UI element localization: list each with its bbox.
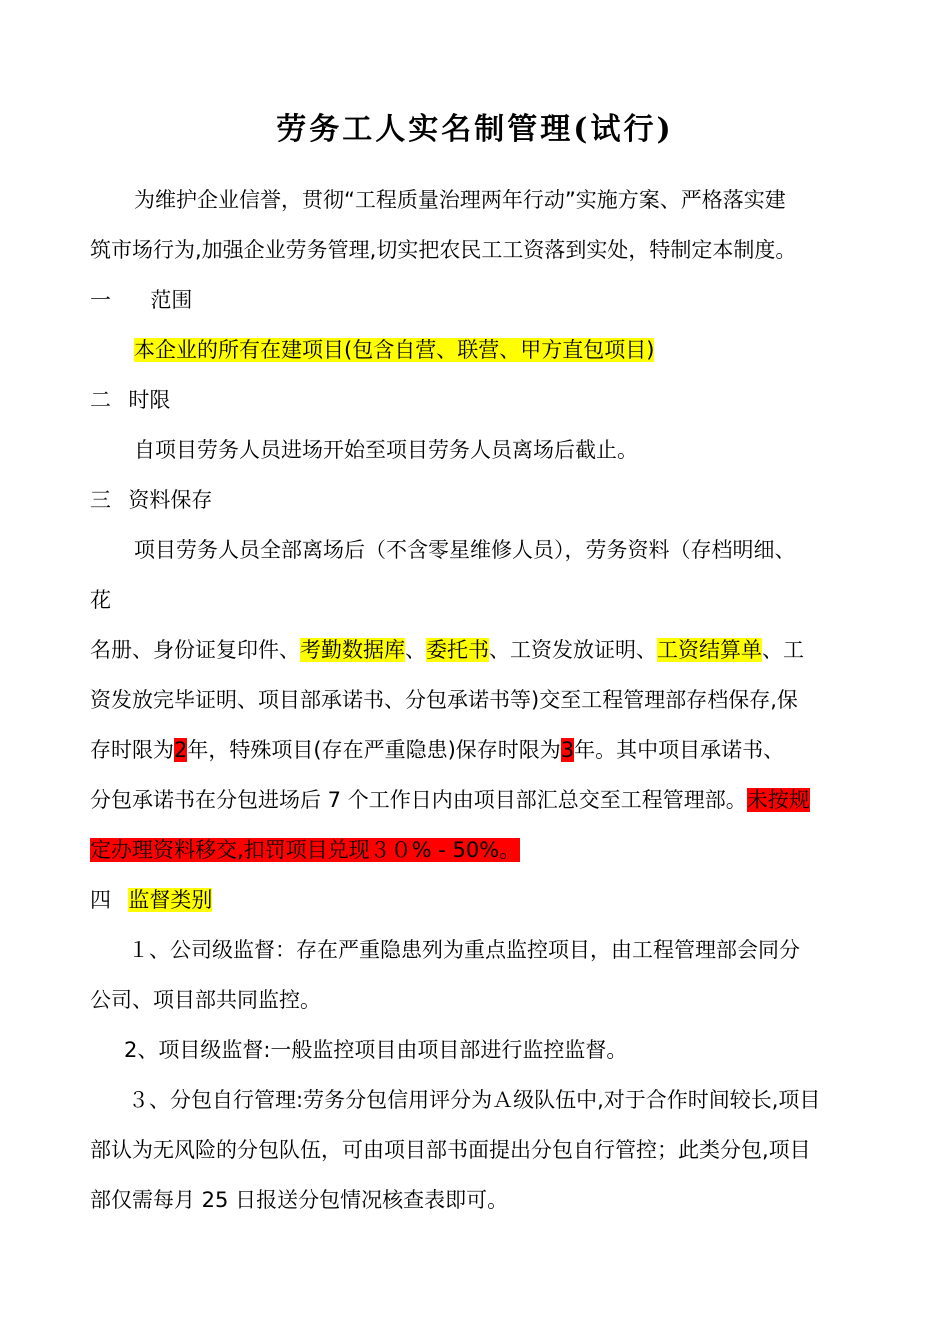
section-1-number: 一 bbox=[90, 288, 111, 312]
highlighted-text: 委托书 bbox=[426, 638, 489, 662]
section-3-line-5 bbox=[90, 734, 784, 766]
text-run: 、工资发放证明、 bbox=[489, 638, 657, 662]
document-title: 劳务工人实名制管理(试行) bbox=[276, 112, 674, 147]
highlighted-text: 定办理资料移交,扣罚项目兑现３０% - 50%。 bbox=[90, 838, 521, 862]
text-run: 年，特殊项目(存在严重隐患)保存时限为 bbox=[187, 738, 561, 762]
section-1-title: 范围 bbox=[150, 288, 193, 312]
highlighted-text: 2 bbox=[174, 738, 188, 762]
section-3-line-1: 项目劳务人员全部离场后（不含零星维修人员），劳务资料（存档明细、 bbox=[134, 538, 796, 562]
section-4-title: 监督类别 bbox=[128, 888, 213, 912]
text-run: 分包承诺书在分包进场后 7 个工作日内由项目部汇总交至工程管理部。 bbox=[90, 788, 747, 812]
section-2-number: 二 bbox=[90, 388, 111, 412]
section-3-number: 三 bbox=[90, 488, 111, 512]
section-4-item-2: 2、项目级监督:一般监控项目由项目部进行监控监督。 bbox=[124, 1038, 628, 1062]
section-1-body bbox=[134, 334, 654, 366]
section-3-heading bbox=[90, 484, 212, 516]
section-2-title: 时限 bbox=[128, 388, 171, 412]
section-4-item-3-line-3: 部仅需每月 25 日报送分包情况核查表即可。 bbox=[90, 1188, 509, 1212]
text-run: 、 bbox=[405, 638, 426, 662]
highlighted-text: 3 bbox=[560, 738, 575, 762]
highlighted-text: 本企业的所有在建项目(包含自营、联营、甲方直包项目) bbox=[134, 338, 655, 362]
section-3-title: 资料保存 bbox=[128, 488, 213, 512]
text-run: 年。其中项目承诺书、 bbox=[574, 738, 785, 762]
intro-line-2: 筑市场行为,加强企业劳务管理,切实把农民工工资落到实处，特制定本制度。 bbox=[90, 238, 797, 262]
section-1-heading bbox=[90, 284, 192, 316]
text-run: 名册、身份证复印件、 bbox=[90, 638, 300, 662]
section-3-line-3 bbox=[90, 634, 804, 666]
section-3-line-2: 花 bbox=[90, 588, 111, 612]
intro-line-1: 为维护企业信誉，贯彻“工程质量治理两年行动”实施方案、严格落实建 bbox=[134, 188, 786, 212]
highlighted-text: 考勤数据库 bbox=[300, 638, 405, 662]
section-2-heading bbox=[90, 384, 170, 416]
section-4-item-1-line-2: 公司、项目部共同监控。 bbox=[90, 988, 321, 1012]
text-run: 、工 bbox=[762, 638, 804, 662]
section-4-item-3-line-1: ３、分包自行管理:劳务分包信用评分为Ａ级队伍中,对于合作时间较长,项目 bbox=[128, 1088, 821, 1112]
section-3-line-4: 资发放完毕证明、项目部承诺书、分包承诺书等)交至工程管理部存档保存,保 bbox=[90, 688, 798, 712]
section-3-line-6 bbox=[90, 784, 810, 816]
text-run: 存时限为 bbox=[90, 738, 174, 762]
section-4-heading bbox=[90, 884, 212, 916]
section-4-item-1-line-1: １、公司级监督：存在严重隐患列为重点监控项目，由工程管理部会同分 bbox=[128, 938, 800, 962]
section-2-body: 自项目劳务人员进场开始至项目劳务人员离场后截止。 bbox=[134, 438, 638, 462]
section-3-line-7 bbox=[90, 834, 520, 866]
section-4-item-3-line-2: 部认为无风险的分包队伍，可由项目部书面提出分包自行管控；此类分包,项目 bbox=[90, 1138, 811, 1162]
highlighted-text: 工资结算单 bbox=[657, 638, 762, 662]
highlighted-text: 未按规 bbox=[746, 788, 810, 812]
section-4-number: 四 bbox=[90, 888, 111, 912]
